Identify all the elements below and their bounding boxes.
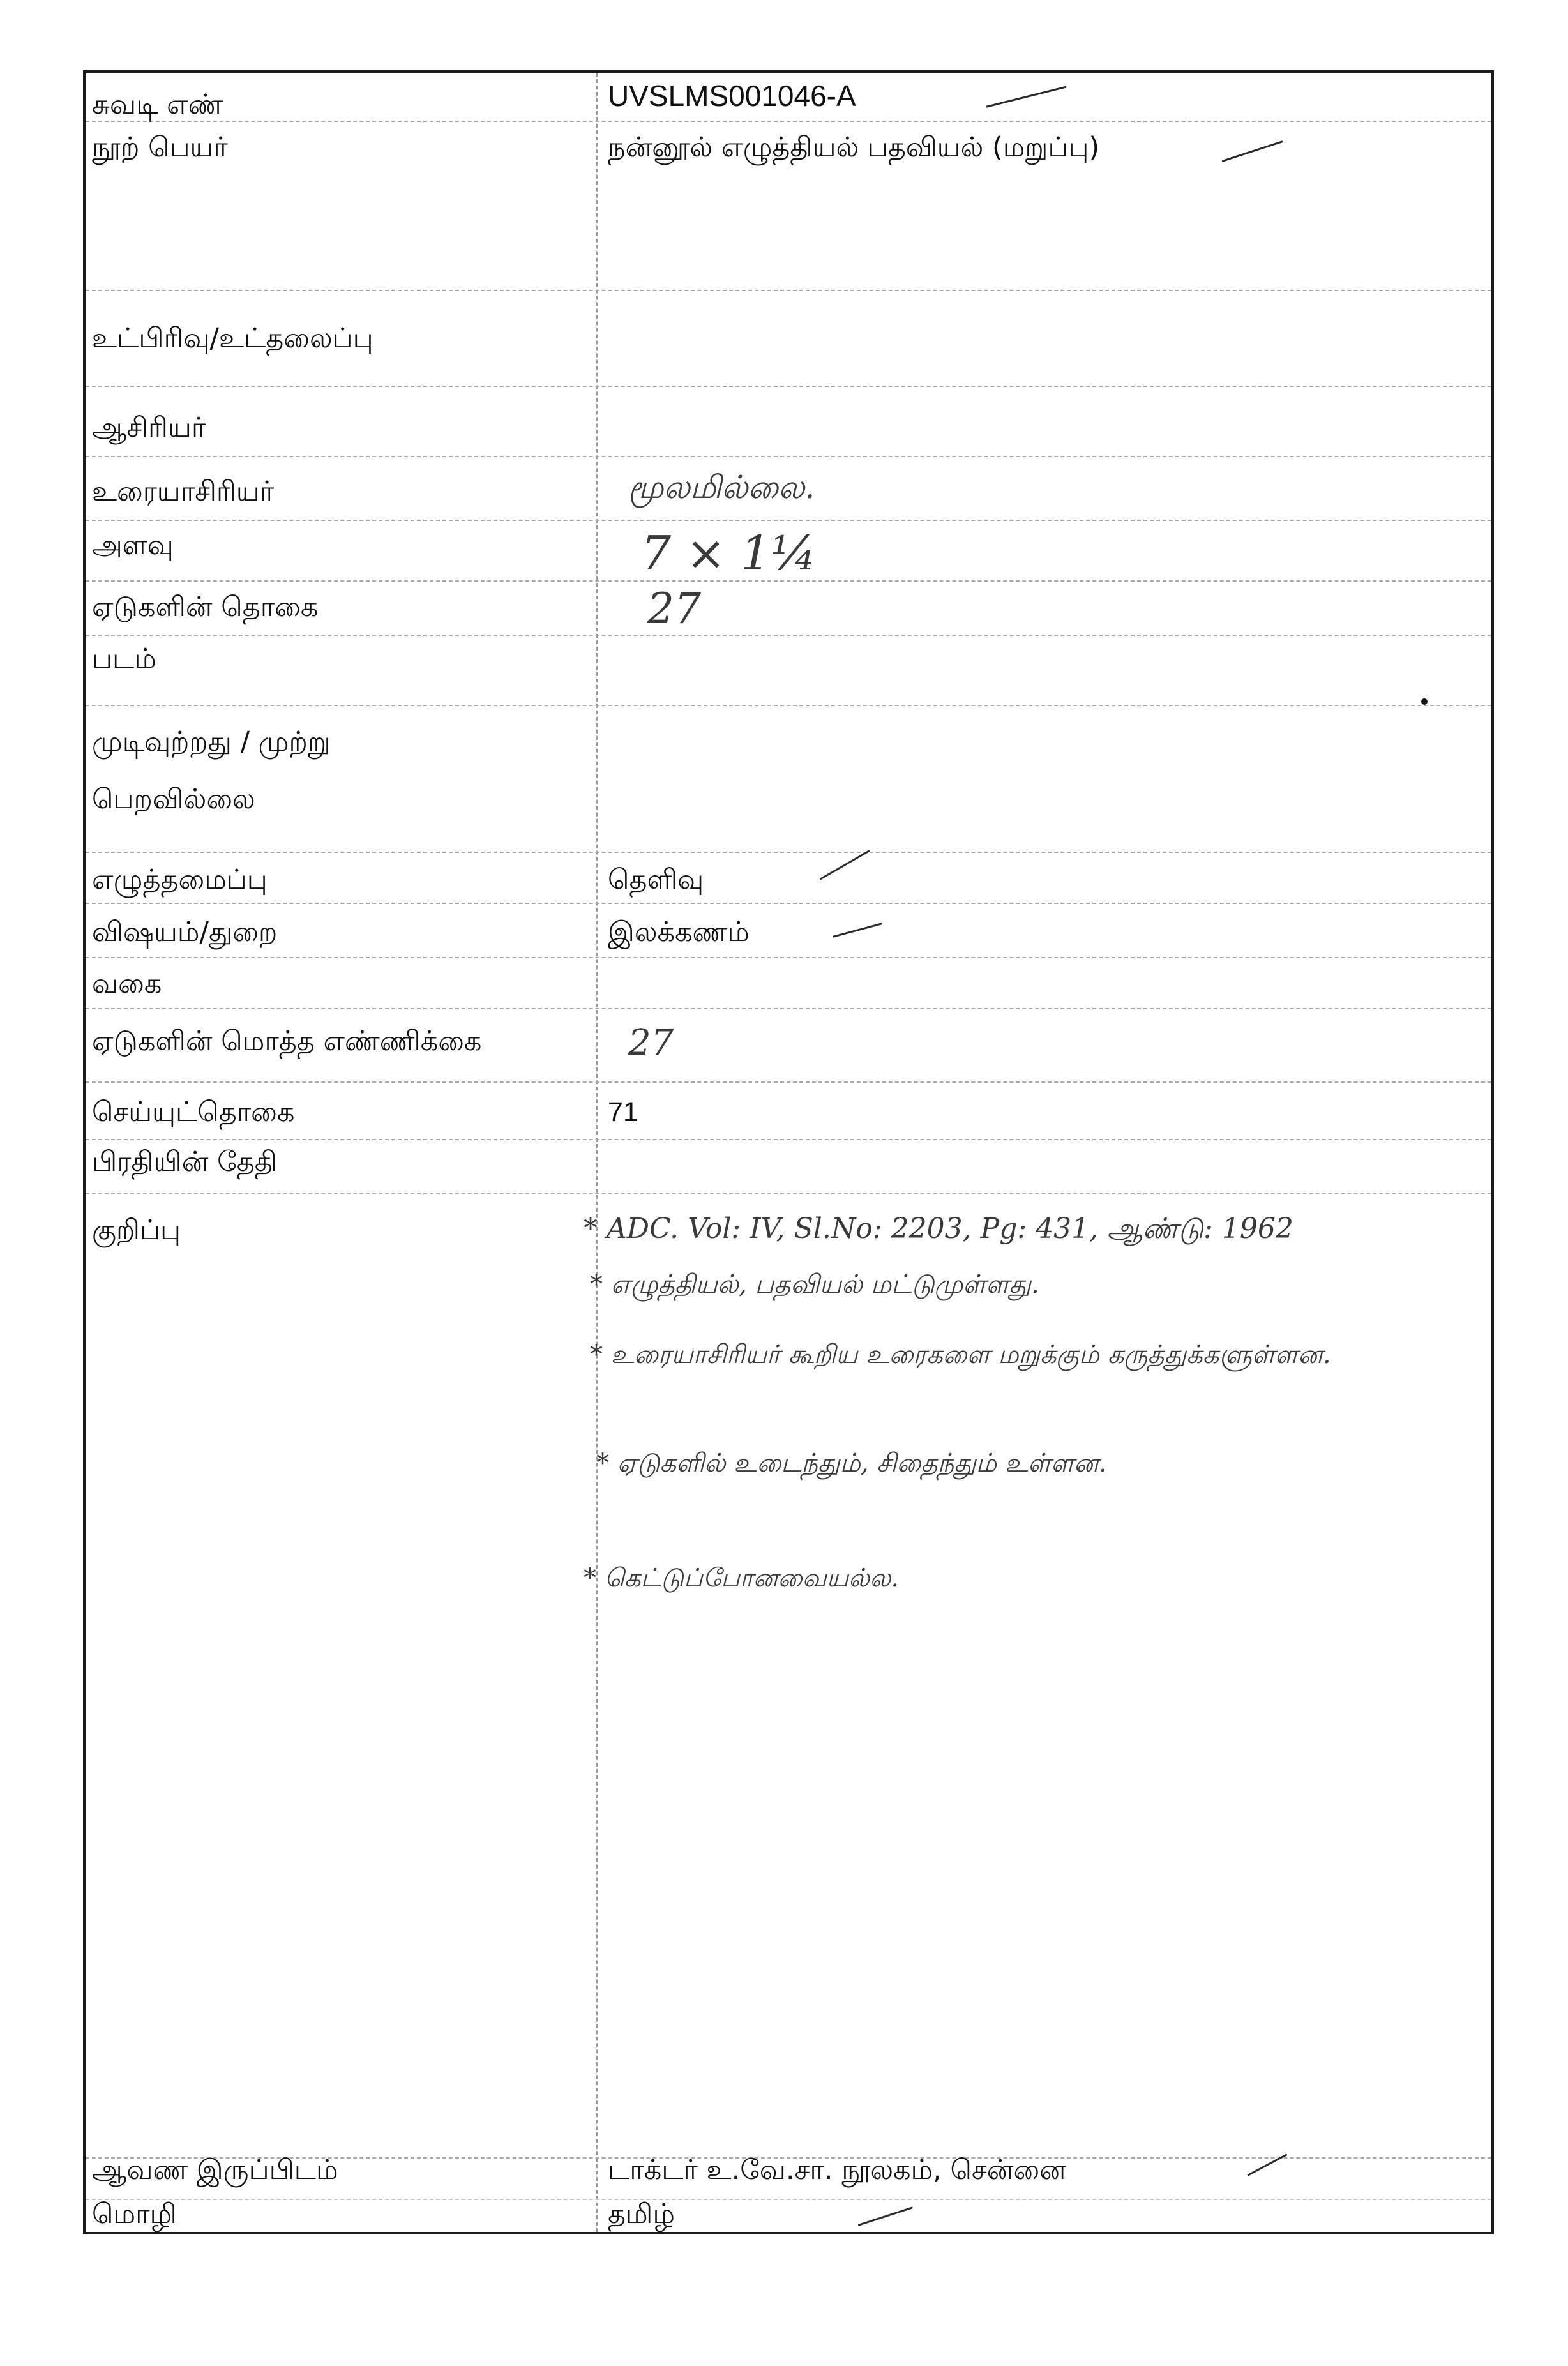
value-seyyut-thogai: 71 [608, 1097, 638, 1127]
note-4: * ஏடுகளில் உடைந்தும், சிதைந்தும் உள்ளன. [596, 1449, 1107, 1478]
note-5: * கெட்டுப்போனவையல்ல. [584, 1564, 900, 1593]
value-ezhuthamaippu: தெளிவு [608, 864, 704, 896]
label-mozhi: மொழி [92, 2198, 177, 2230]
value-mottha-ennikkai: 27 [628, 1022, 674, 1064]
row-mottha-ennikkai [86, 1008, 1491, 1083]
row-suvadi-en [86, 73, 1491, 122]
label-vagai: வகை [92, 968, 162, 1000]
row-asiriyar [86, 386, 1491, 457]
value-vishayam: இலக்கணம் [608, 916, 750, 948]
label-mottha-ennikkai: ஏடுகளின் மொத்த எண்ணிக்கை [92, 1025, 482, 1057]
label-avana-iruppidam: ஆவண இருப்பிடம் [92, 2154, 338, 2186]
note-3: * உரையாசிரியர் கூறிய உரைகளை மறுக்கும் கருத்துக்களுள்ளன. [590, 1340, 1331, 1369]
row-kurippu [86, 1193, 1491, 2159]
value-alavu: 7 × 1¼ [641, 526, 817, 581]
label-suvadi-en: சுவடி எண் [92, 89, 223, 121]
row-padam [86, 635, 1491, 706]
value-avana-iruppidam: டாக்டர் உ.வே.சா. நூலகம், சென்னை [608, 2154, 1066, 2186]
row-vishayam [86, 903, 1491, 958]
label-alavu: அளவு [92, 529, 174, 561]
label-mudivu-line2: பெறவில்லை [92, 783, 255, 815]
label-asiriyar: ஆசிரியர் [92, 412, 206, 444]
label-prathi-thethi: பிரதியின் தேதி [92, 1146, 277, 1178]
ink-dot [1421, 698, 1428, 705]
label-nool-peyar: நூற் பெயர் [92, 132, 228, 163]
value-suvadi-en: UVSLMS001046-A [608, 79, 856, 112]
row-vagai [86, 957, 1491, 1009]
value-edugalin-thogai: 27 [647, 584, 701, 633]
row-uraiyasiriyar [86, 456, 1491, 521]
row-mudivu [86, 705, 1491, 853]
row-seyyut-thogai [86, 1081, 1491, 1140]
note-2: * எழுத்தியல், பதவியல் மட்டுமுள்ளது. [590, 1270, 1039, 1299]
row-avana-iruppidam [86, 2154, 1491, 2200]
value-nool-peyar: நன்னூல் எழுத்தியல் பதவியல் (மறுப்பு) [608, 132, 1100, 163]
label-ezhuthamaippu: எழுத்தமைப்பு [92, 864, 268, 896]
row-edugalin-thogai [86, 580, 1491, 636]
label-vishayam: விஷயம்/துறை [92, 916, 278, 948]
label-padam: படம் [92, 643, 156, 675]
catalog-form [83, 70, 1494, 2234]
row-nool-peyar [86, 121, 1491, 291]
label-kurippu: குறிப்பு [92, 1214, 181, 1246]
label-uraiyasiriyar: உரையாசிரியர் [92, 476, 275, 508]
note-1: * ADC. Vol: IV, Sl.No: 2203, Pg: 431, ஆண்டு: 1962 [584, 1212, 1293, 1245]
row-mozhi [86, 2199, 1491, 2234]
label-seyyut-thogai: செய்யுட்தொகை [92, 1096, 295, 1128]
row-alavu [86, 520, 1491, 582]
row-utpirivu [86, 290, 1491, 387]
value-mozhi: தமிழ் [608, 2198, 675, 2230]
row-prathi-thethi [86, 1139, 1491, 1194]
row-ezhuthamaippu [86, 852, 1491, 904]
label-edugalin-thogai: ஏடுகளின் தொகை [92, 591, 319, 623]
value-uraiyasiriyar: மூலமில்லை. [628, 469, 815, 506]
label-utpirivu: உட்பிரிவு/உட்தலைப்பு [92, 322, 373, 354]
label-mudivu-line1: முடிவுற்றது / முற்று [92, 726, 331, 758]
